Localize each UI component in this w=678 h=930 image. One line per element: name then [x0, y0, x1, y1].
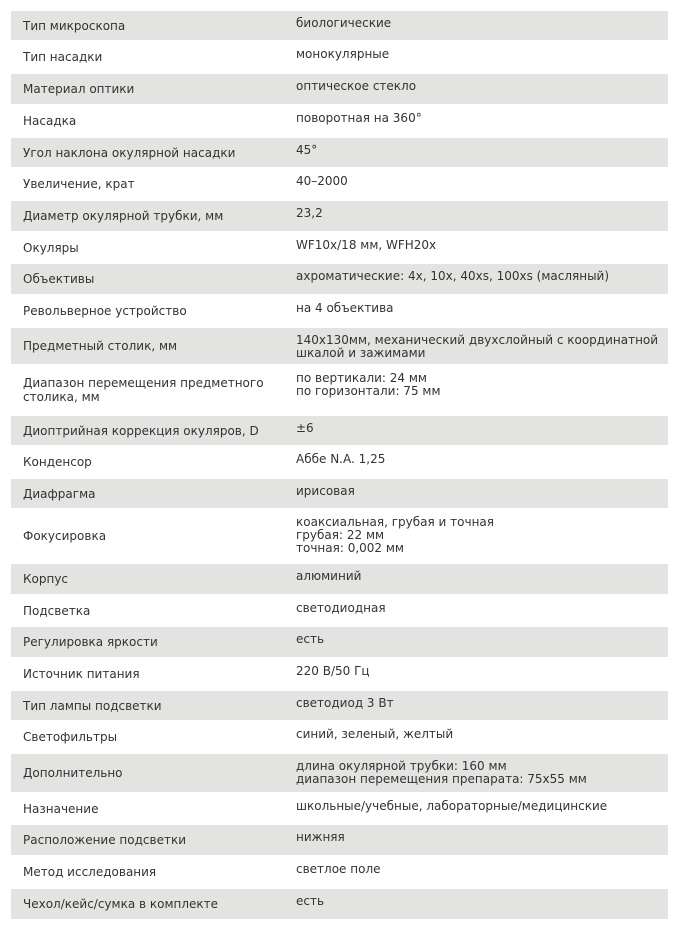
spec-key: Фокусировка: [23, 529, 107, 543]
spec-key: Светофильтры: [23, 730, 118, 744]
spec-value-line: коаксиальная, грубая и точная: [296, 515, 494, 529]
spec-value-line: оптическое стекло: [296, 79, 417, 93]
spec-value-line: 23,2: [296, 206, 323, 220]
spec-value: [284, 169, 668, 199]
spec-key: Дополнительно: [23, 766, 123, 780]
spec-value-line: биологические: [296, 16, 392, 30]
spec-row: [11, 138, 668, 169]
spec-row: [11, 659, 668, 691]
spec-value: [284, 106, 668, 136]
spec-value: [284, 510, 668, 562]
spec-row: [11, 627, 668, 659]
spec-value: [284, 42, 668, 72]
spec-row: [11, 366, 668, 416]
spec-row: [11, 479, 668, 510]
spec-row: [11, 564, 668, 596]
spec-value-line: есть: [296, 894, 325, 908]
spec-key: Диапазон перемещения предметного столика, мм: [23, 376, 264, 404]
spec-key: Объективы: [23, 272, 95, 286]
spec-value-line: 45°: [296, 143, 318, 157]
spec-key: Предметный столик, мм: [23, 339, 178, 353]
spec-key: Окуляры: [23, 240, 79, 255]
spec-key: Расположение подсветки: [23, 833, 186, 847]
spec-row: [11, 754, 668, 794]
spec-value-line: 140x130мм, механический двухслойный с координатной: [296, 333, 659, 347]
spec-value-line: ахроматические: 4x, 10x, 40xs, 100xs (масляный): [296, 269, 610, 283]
spec-value: [284, 416, 668, 445]
spec-value-line: школьные/учебные, лабораторные/медицинские: [296, 799, 608, 813]
spec-value: [284, 366, 668, 414]
spec-key: Тип микроскопа: [23, 18, 126, 33]
spec-key: Конденсор: [23, 455, 92, 469]
spec-row: [11, 233, 668, 264]
spec-value: [284, 74, 668, 104]
spec-value-line: длина окулярной трубки: 160 мм: [296, 759, 507, 773]
spec-value: [284, 479, 668, 508]
spec-value-line: по вертикали: 24 мм: [296, 371, 427, 385]
spec-row: [11, 889, 668, 921]
spec-key: Револьверное устройство: [23, 304, 187, 318]
spec-row: [11, 169, 668, 201]
spec-row: [11, 74, 668, 106]
spec-key: Диафрагма: [23, 486, 96, 501]
spec-row: [11, 328, 668, 366]
spec-value-line: алюминий: [296, 569, 362, 583]
spec-key: Диоптрийная коррекция окуляров, D: [23, 423, 259, 438]
spec-key: Метод исследования: [23, 865, 157, 879]
spec-value-line: грубая: 22 мм: [296, 528, 385, 542]
spec-key: Материал оптики: [23, 82, 135, 96]
spec-row: [11, 857, 668, 889]
spec-value: [284, 794, 668, 823]
spec-value-line: шкалой и зажимами: [296, 346, 426, 360]
spec-value-line: 220 В/50 Гц: [296, 664, 370, 678]
spec-value-line: ±6: [296, 421, 314, 435]
spec-value-line: светодиодная: [296, 601, 386, 615]
spec-value-line: есть: [296, 632, 325, 646]
spec-value: [284, 659, 668, 689]
spec-key: Угол наклона окулярной насадки: [23, 145, 236, 160]
spec-value: [284, 857, 668, 887]
spec-value-line: Аббе N.A. 1,25: [296, 452, 386, 466]
spec-row: [11, 106, 668, 138]
spec-value: [284, 691, 668, 720]
spec-key: Тип лампы подсветки: [23, 698, 162, 713]
spec-value: [284, 889, 668, 919]
spec-value: [284, 201, 668, 231]
spec-value-line: диапазон перемещения препарата: 75x55 мм: [296, 772, 587, 786]
spec-value: [284, 627, 668, 657]
spec-value-line: поворотная на 360°: [296, 111, 422, 125]
spec-row: [11, 596, 668, 627]
spec-key: Насадка: [23, 114, 77, 128]
spec-value-line: светодиод 3 Вт: [296, 696, 394, 710]
spec-value-line: по горизонтали: 75 мм: [296, 384, 441, 398]
spec-table: [11, 10, 668, 921]
spec-value: [284, 722, 668, 752]
spec-value-line: ирисовая: [296, 484, 355, 498]
spec-value: [284, 296, 668, 326]
spec-value: [284, 447, 668, 477]
spec-value-line: монокулярные: [296, 47, 390, 61]
spec-key: Источник питания: [23, 667, 140, 681]
spec-value: [284, 264, 668, 294]
spec-key: Регулировка яркости: [23, 635, 158, 649]
spec-row: [11, 794, 668, 825]
spec-value: [284, 754, 668, 792]
spec-value-line: светлое поле: [296, 862, 381, 876]
spec-row: [11, 264, 668, 296]
spec-row: [11, 825, 668, 857]
spec-value-line: точная: 0,002 мм: [296, 541, 404, 555]
spec-value-line: на 4 объектива: [296, 301, 394, 315]
spec-value-line: WF10x/18 мм, WFH20x: [296, 238, 437, 252]
spec-row: [11, 447, 668, 479]
spec-key: Диаметр окулярной трубки, мм: [23, 209, 224, 223]
spec-value: [284, 596, 668, 625]
spec-row: [11, 201, 668, 233]
spec-value: [284, 11, 668, 40]
spec-row: [11, 416, 668, 447]
spec-row: [11, 691, 668, 722]
spec-row: [11, 510, 668, 564]
spec-value-line: синий, зеленый, желтый: [296, 727, 454, 741]
spec-row: [11, 722, 668, 754]
spec-value: [284, 328, 668, 364]
spec-key: Корпус: [23, 572, 69, 586]
spec-key: Подсветка: [23, 603, 91, 618]
spec-key: Назначение: [23, 801, 99, 816]
spec-row: [11, 11, 668, 42]
spec-value: [284, 233, 668, 262]
spec-key: Тип насадки: [23, 50, 103, 64]
spec-key: Чехол/кейс/сумка в комплекте: [23, 897, 219, 911]
spec-value: [284, 825, 668, 855]
spec-value: [284, 138, 668, 167]
spec-value-line: 40–2000: [296, 174, 348, 188]
spec-value-line: нижняя: [296, 830, 345, 844]
spec-value: [284, 564, 668, 594]
spec-row: [11, 296, 668, 328]
spec-key: Увеличение, крат: [23, 177, 135, 191]
spec-row: [11, 42, 668, 74]
